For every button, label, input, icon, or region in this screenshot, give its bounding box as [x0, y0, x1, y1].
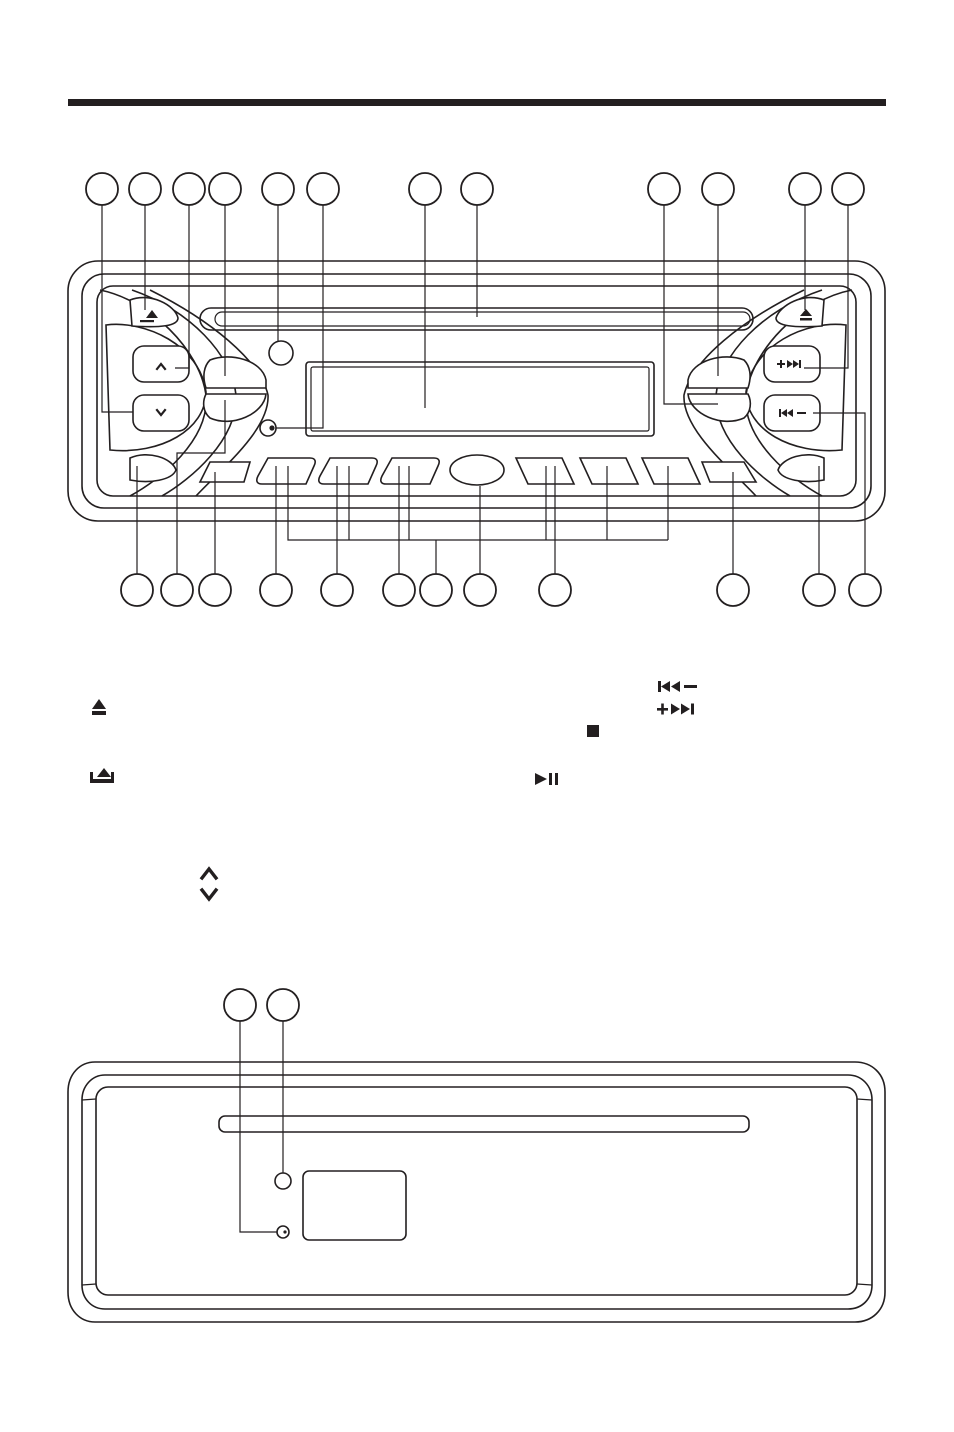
- preset-button-b[interactable]: [702, 462, 756, 482]
- preset-button-a[interactable]: [200, 462, 250, 482]
- callout-circle: [321, 574, 353, 606]
- callout-circle: [849, 574, 881, 606]
- callout-circle: [129, 173, 161, 205]
- select-button[interactable]: [688, 394, 750, 421]
- callout-circle: [648, 173, 680, 205]
- back-cd-slot: [219, 1116, 749, 1132]
- play-pause-icon: [535, 773, 558, 785]
- back-sensor: [275, 1173, 291, 1189]
- back-reset-hole: [277, 1226, 289, 1238]
- release-button[interactable]: [130, 298, 178, 327]
- callout-circle: [383, 574, 415, 606]
- back-panel: [68, 1021, 885, 1322]
- eject-disc-icon: [92, 699, 106, 715]
- preset-button-2[interactable]: [319, 458, 377, 484]
- up-chevron-icon: [202, 869, 216, 878]
- stop-icon: [587, 725, 599, 737]
- callout-circle: [803, 574, 835, 606]
- callout-circle: [464, 574, 496, 606]
- volume-knob[interactable]: [450, 455, 504, 485]
- preset-button-5[interactable]: [580, 458, 638, 484]
- callout-circle: [209, 173, 241, 205]
- callout-circle: [832, 173, 864, 205]
- callout-circle: [161, 574, 193, 606]
- release-panel-icon: [90, 768, 114, 783]
- bottom-leaders: [137, 400, 865, 574]
- down-button[interactable]: [133, 395, 189, 431]
- bottom-callouts: [121, 574, 881, 606]
- preset-button-4[interactable]: [516, 458, 574, 484]
- aux-button[interactable]: [778, 455, 824, 482]
- callout-circle: [702, 173, 734, 205]
- back-callouts: [224, 989, 299, 1021]
- callout-circle: [307, 173, 339, 205]
- callout-circle: [789, 173, 821, 205]
- callout-circle: [262, 173, 294, 205]
- callout-circle: [539, 574, 571, 606]
- ir-sensor: [269, 341, 293, 365]
- preset-button-1[interactable]: [257, 458, 315, 484]
- callout-circle: [199, 574, 231, 606]
- callout-circle: [86, 173, 118, 205]
- front-panel: [68, 205, 885, 574]
- lcd-display: [306, 362, 654, 436]
- header-rule: [68, 99, 886, 106]
- callout-circle: [173, 173, 205, 205]
- display-button[interactable]: [688, 357, 750, 388]
- legend-symbols: [90, 681, 697, 899]
- prev-track-minus-icon: [658, 681, 697, 692]
- back-window: [303, 1171, 406, 1240]
- callout-circle: [267, 989, 299, 1021]
- eject-button[interactable]: [776, 298, 824, 327]
- mode-button[interactable]: [204, 357, 266, 388]
- top-callouts: [86, 173, 864, 205]
- callout-circle: [409, 173, 441, 205]
- callout-circle: [461, 173, 493, 205]
- down-chevron-icon: [202, 890, 216, 899]
- callout-circle: [717, 574, 749, 606]
- preset-button-6[interactable]: [642, 458, 700, 484]
- preset-button-3[interactable]: [381, 458, 439, 484]
- callout-circle: [121, 574, 153, 606]
- band-button[interactable]: [204, 394, 266, 421]
- callout-circle: [260, 574, 292, 606]
- callout-circle: [420, 574, 452, 606]
- plus-next-track-icon: [657, 704, 694, 715]
- callout-circle: [224, 989, 256, 1021]
